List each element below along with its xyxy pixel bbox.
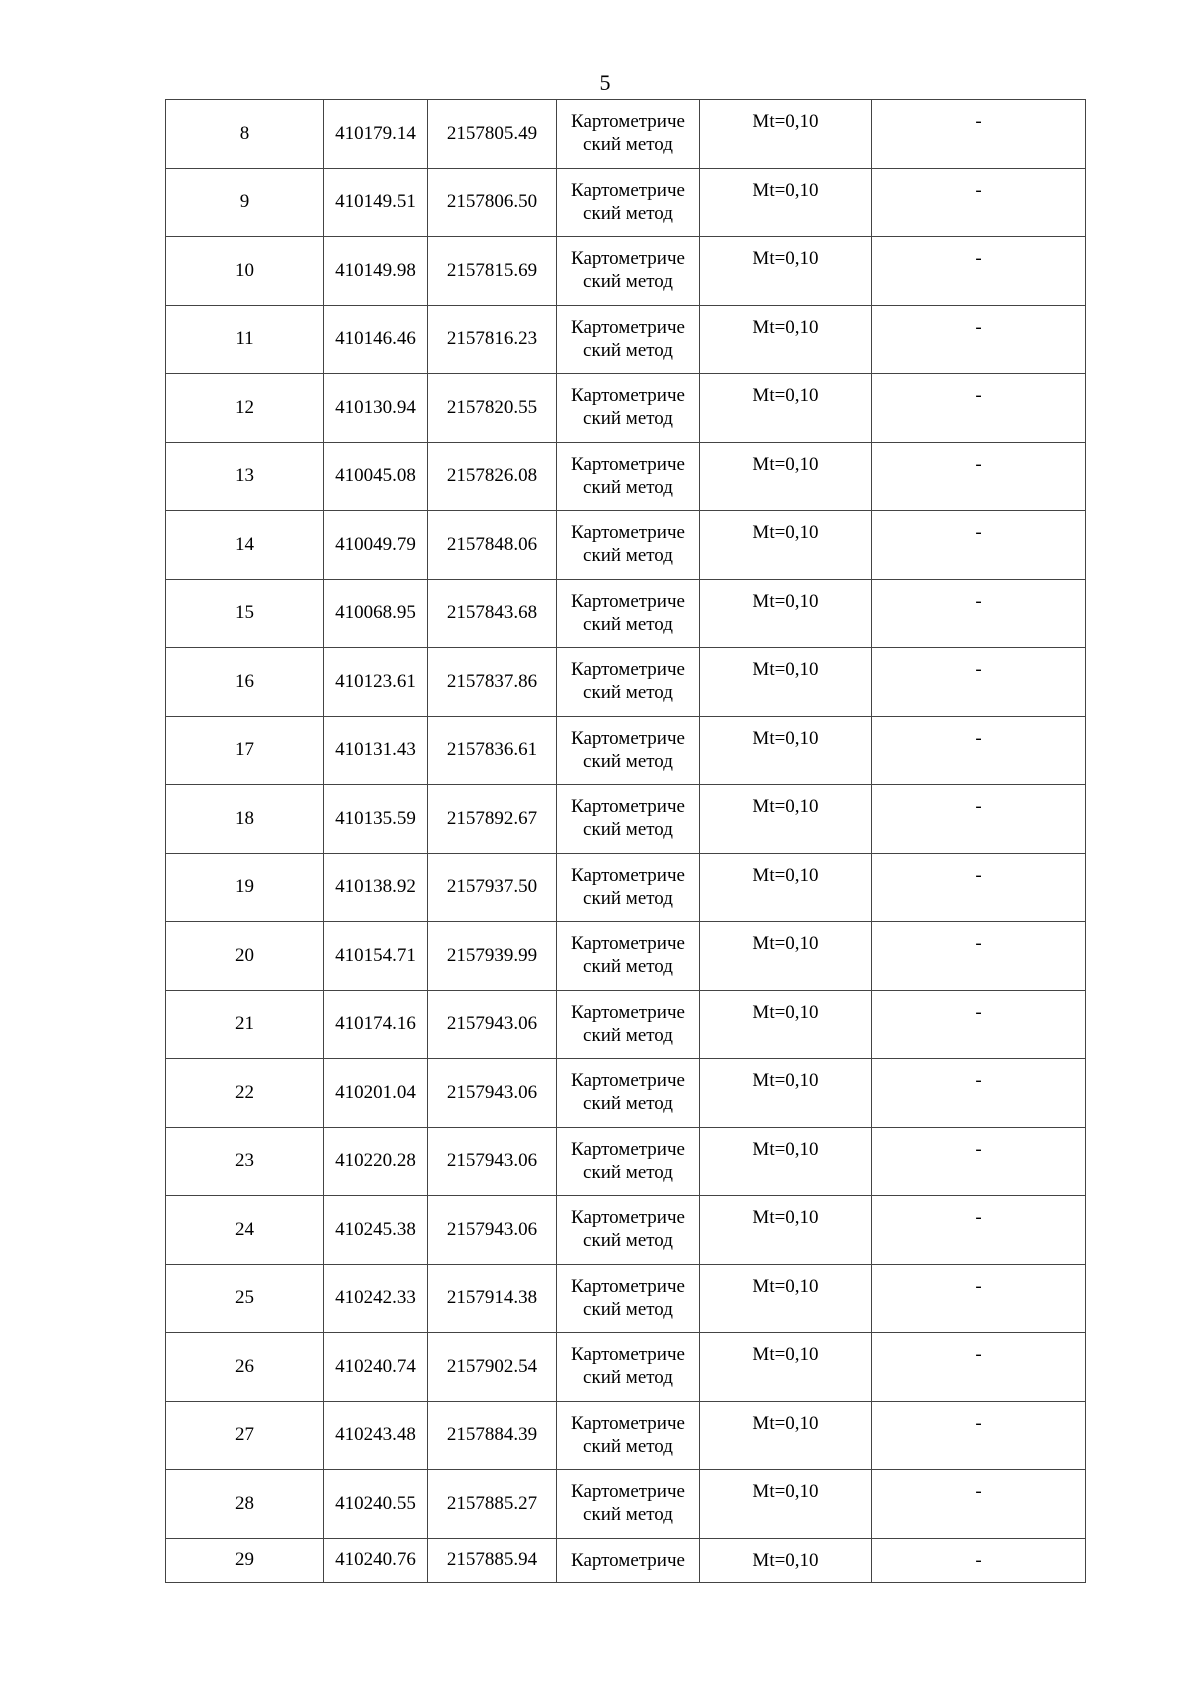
method-cell	[557, 648, 700, 717]
table-row	[166, 579, 1086, 648]
table-row	[166, 648, 1086, 717]
table-row	[166, 716, 1086, 785]
method-cell	[557, 374, 700, 443]
accuracy-cell: Mt=0,10	[700, 1059, 872, 1128]
method-line-2: ский метод	[583, 1093, 673, 1114]
point-number-cell: 17	[166, 716, 324, 785]
x-coordinate-cell: 410240.55	[324, 1470, 428, 1539]
method-line-2: ский метод	[583, 476, 673, 498]
method-cell	[557, 716, 700, 785]
point-number-cell: 13	[166, 442, 324, 511]
point-number-cell: 16	[166, 648, 324, 717]
description-cell: -	[872, 1538, 1086, 1582]
method-line-1: Картометриче	[571, 1070, 685, 1091]
x-coordinate-cell: 410240.74	[324, 1333, 428, 1402]
point-number-cell: 15	[166, 579, 324, 648]
description-cell: -	[872, 1470, 1086, 1539]
x-coordinate-cell: 410149.51	[324, 168, 428, 237]
table-row	[166, 1470, 1086, 1539]
accuracy-cell: Mt=0,10	[700, 785, 872, 854]
y-coordinate-cell: 2157943.06	[428, 1196, 557, 1265]
method-cell	[557, 579, 700, 648]
x-coordinate-cell: 410179.14	[324, 100, 428, 169]
x-coordinate-cell: 410135.59	[324, 785, 428, 854]
point-number-cell: 14	[166, 511, 324, 580]
y-coordinate-cell: 2157805.49	[428, 100, 557, 169]
page-number: 5	[599, 70, 611, 95]
method-line-2: ский метод	[583, 819, 673, 840]
table-row	[166, 305, 1086, 374]
x-coordinate-cell: 410149.98	[324, 237, 428, 306]
x-coordinate-cell: 410154.71	[324, 922, 428, 991]
table-row	[166, 1333, 1086, 1402]
description-cell: -	[872, 1196, 1086, 1265]
y-coordinate-cell: 2157806.50	[428, 168, 557, 237]
table-row	[166, 990, 1086, 1059]
description-cell: -	[872, 511, 1086, 580]
y-coordinate-cell: 2157815.69	[428, 237, 557, 306]
table-row	[166, 100, 1086, 169]
x-coordinate-cell: 410138.92	[324, 853, 428, 922]
description-cell: -	[872, 785, 1086, 854]
method-line-1: Картометриче	[571, 1549, 685, 1571]
table-row	[166, 442, 1086, 511]
method-cell	[557, 785, 700, 854]
accuracy-cell: Mt=0,10	[700, 100, 872, 169]
point-number-cell: 29	[166, 1538, 324, 1582]
table-row	[166, 1401, 1086, 1470]
accuracy-cell: Mt=0,10	[700, 1401, 872, 1470]
method-line-2: ский метод	[583, 956, 673, 977]
method-line-1: Картометриче	[571, 864, 685, 886]
method-line-2: ский метод	[583, 408, 673, 429]
method-cell	[557, 1264, 700, 1333]
y-coordinate-cell: 2157892.67	[428, 785, 557, 854]
method-line-1: Картометриче	[571, 727, 685, 749]
description-cell: -	[872, 579, 1086, 648]
method-line-1: Картометриче	[571, 316, 685, 338]
method-cell	[557, 1538, 700, 1582]
method-line-2: ский метод	[583, 202, 673, 224]
description-cell: -	[872, 1333, 1086, 1402]
accuracy-cell: Mt=0,10	[700, 1333, 872, 1402]
x-coordinate-cell: 410131.43	[324, 716, 428, 785]
method-line-1: Картометриче	[571, 1412, 685, 1434]
method-cell	[557, 100, 700, 169]
method-line-1: Картометриче	[571, 179, 685, 201]
y-coordinate-cell: 2157943.06	[428, 990, 557, 1059]
point-number-cell: 24	[166, 1196, 324, 1265]
table-body	[166, 100, 1086, 1583]
description-cell: -	[872, 1127, 1086, 1196]
y-coordinate-cell: 2157937.50	[428, 853, 557, 922]
point-number-cell: 28	[166, 1470, 324, 1539]
method-line-2: ский метод	[583, 1161, 673, 1183]
method-line-2: ский метод	[583, 1435, 673, 1457]
point-number-cell: 10	[166, 237, 324, 306]
method-line-2: ский метод	[583, 887, 673, 909]
accuracy-cell: Mt=0,10	[700, 237, 872, 306]
method-line-2: ский метод	[583, 1504, 673, 1525]
x-coordinate-cell: 410242.33	[324, 1264, 428, 1333]
point-number-cell: 19	[166, 853, 324, 922]
accuracy-cell: Mt=0,10	[700, 1196, 872, 1265]
method-line-1: Картометриче	[571, 1207, 685, 1228]
description-cell: -	[872, 1401, 1086, 1470]
coordinates-table	[165, 99, 1086, 1583]
method-line-1: Картометриче	[571, 385, 685, 406]
y-coordinate-cell: 2157820.55	[428, 374, 557, 443]
method-line-2: ский метод	[583, 545, 673, 566]
accuracy-cell: Mt=0,10	[700, 511, 872, 580]
y-coordinate-cell: 2157837.86	[428, 648, 557, 717]
x-coordinate-cell: 410220.28	[324, 1127, 428, 1196]
y-coordinate-cell: 2157836.61	[428, 716, 557, 785]
method-cell	[557, 442, 700, 511]
x-coordinate-cell: 410123.61	[324, 648, 428, 717]
accuracy-cell: Mt=0,10	[700, 305, 872, 374]
description-cell: -	[872, 100, 1086, 169]
table-row	[166, 1127, 1086, 1196]
table-row	[166, 511, 1086, 580]
method-cell	[557, 237, 700, 306]
y-coordinate-cell: 2157885.27	[428, 1470, 557, 1539]
point-number-cell: 26	[166, 1333, 324, 1402]
method-line-1: Картометриче	[571, 1138, 685, 1160]
table-row	[166, 785, 1086, 854]
x-coordinate-cell: 410146.46	[324, 305, 428, 374]
y-coordinate-cell: 2157884.39	[428, 1401, 557, 1470]
x-coordinate-cell: 410130.94	[324, 374, 428, 443]
description-cell: -	[872, 1059, 1086, 1128]
table-row	[166, 1196, 1086, 1265]
y-coordinate-cell: 2157943.06	[428, 1059, 557, 1128]
accuracy-cell: Mt=0,10	[700, 922, 872, 991]
accuracy-cell: Mt=0,10	[700, 168, 872, 237]
x-coordinate-cell: 410243.48	[324, 1401, 428, 1470]
x-coordinate-cell: 410240.76	[324, 1538, 428, 1582]
method-cell	[557, 305, 700, 374]
method-line-1: Картометриче	[571, 1275, 685, 1297]
method-line-2: ский метод	[583, 613, 673, 635]
accuracy-cell: Mt=0,10	[700, 579, 872, 648]
method-cell	[557, 990, 700, 1059]
method-line-2: ский метод	[583, 682, 673, 703]
method-line-2: ский метод	[583, 1024, 673, 1046]
method-cell	[557, 511, 700, 580]
y-coordinate-cell: 2157943.06	[428, 1127, 557, 1196]
method-line-2: ский метод	[583, 750, 673, 772]
method-line-2: ский метод	[583, 1298, 673, 1320]
y-coordinate-cell: 2157848.06	[428, 511, 557, 580]
description-cell: -	[872, 237, 1086, 306]
accuracy-cell: Mt=0,10	[700, 990, 872, 1059]
description-cell: -	[872, 442, 1086, 511]
method-cell	[557, 168, 700, 237]
method-line-1: Картометриче	[571, 590, 685, 612]
method-cell	[557, 922, 700, 991]
method-line-1: Картометриче	[571, 1344, 685, 1365]
accuracy-cell: Mt=0,10	[700, 1538, 872, 1582]
method-line-1: Картометриче	[571, 796, 685, 817]
table-row	[166, 168, 1086, 237]
table-row	[166, 853, 1086, 922]
point-number-cell: 18	[166, 785, 324, 854]
x-coordinate-cell: 410045.08	[324, 442, 428, 511]
y-coordinate-cell: 2157816.23	[428, 305, 557, 374]
description-cell: -	[872, 1264, 1086, 1333]
description-cell: -	[872, 990, 1086, 1059]
y-coordinate-cell: 2157843.68	[428, 579, 557, 648]
method-line-2: ский метод	[583, 1230, 673, 1251]
accuracy-cell: Mt=0,10	[700, 1127, 872, 1196]
table-row	[166, 1538, 1086, 1582]
y-coordinate-cell: 2157885.94	[428, 1538, 557, 1582]
point-number-cell: 12	[166, 374, 324, 443]
accuracy-cell: Mt=0,10	[700, 442, 872, 511]
method-line-2: ский метод	[583, 339, 673, 361]
method-cell	[557, 1333, 700, 1402]
table-row	[166, 1264, 1086, 1333]
accuracy-cell: Mt=0,10	[700, 1470, 872, 1539]
accuracy-cell: Mt=0,10	[700, 1264, 872, 1333]
method-line-1: Картометриче	[571, 248, 685, 269]
x-coordinate-cell: 410068.95	[324, 579, 428, 648]
point-number-cell: 23	[166, 1127, 324, 1196]
method-line-2: ский метод	[583, 271, 673, 292]
x-coordinate-cell: 410174.16	[324, 990, 428, 1059]
accuracy-cell: Mt=0,10	[700, 648, 872, 717]
method-line-1: Картометриче	[571, 1481, 685, 1502]
accuracy-cell: Mt=0,10	[700, 374, 872, 443]
x-coordinate-cell: 410049.79	[324, 511, 428, 580]
method-cell	[557, 1059, 700, 1128]
method-line-1: Картометриче	[571, 1001, 685, 1023]
point-number-cell: 9	[166, 168, 324, 237]
point-number-cell: 25	[166, 1264, 324, 1333]
description-cell: -	[872, 922, 1086, 991]
table-row	[166, 374, 1086, 443]
method-cell	[557, 1401, 700, 1470]
y-coordinate-cell: 2157939.99	[428, 922, 557, 991]
y-coordinate-cell: 2157902.54	[428, 1333, 557, 1402]
method-line-1: Картометриче	[571, 933, 685, 954]
description-cell: -	[872, 168, 1086, 237]
description-cell: -	[872, 716, 1086, 785]
accuracy-cell: Mt=0,10	[700, 853, 872, 922]
description-cell: -	[872, 648, 1086, 717]
x-coordinate-cell: 410201.04	[324, 1059, 428, 1128]
point-number-cell: 27	[166, 1401, 324, 1470]
accuracy-cell: Mt=0,10	[700, 716, 872, 785]
method-cell	[557, 1470, 700, 1539]
point-number-cell: 11	[166, 305, 324, 374]
point-number-cell: 20	[166, 922, 324, 991]
y-coordinate-cell: 2157826.08	[428, 442, 557, 511]
table-row	[166, 1059, 1086, 1128]
description-cell: -	[872, 305, 1086, 374]
table-row	[166, 237, 1086, 306]
method-line-1: Картометриче	[571, 659, 685, 680]
point-number-cell: 21	[166, 990, 324, 1059]
method-line-1: Картометриче	[571, 111, 685, 132]
point-number-cell: 22	[166, 1059, 324, 1128]
method-line-1: Картометриче	[571, 522, 685, 543]
description-cell: -	[872, 374, 1086, 443]
point-number-cell: 8	[166, 100, 324, 169]
method-line-2: ский метод	[583, 134, 673, 155]
description-cell: -	[872, 853, 1086, 922]
x-coordinate-cell: 410245.38	[324, 1196, 428, 1265]
method-cell	[557, 853, 700, 922]
y-coordinate-cell: 2157914.38	[428, 1264, 557, 1333]
method-line-2: ский метод	[583, 1367, 673, 1388]
table-row	[166, 922, 1086, 991]
method-cell	[557, 1196, 700, 1265]
method-cell	[557, 1127, 700, 1196]
method-line-1: Картометриче	[571, 453, 685, 475]
